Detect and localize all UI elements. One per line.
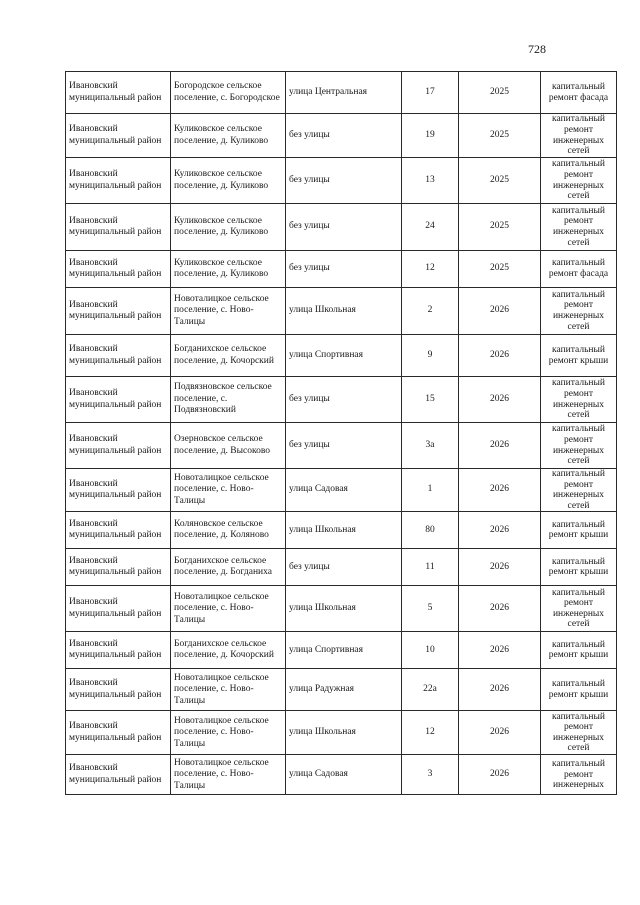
year-cell: 2026 [459,377,541,423]
house-number-cell: 12 [402,251,459,288]
settlement-cell: Богданихское сельское поселение, д. Кочорский [171,632,286,669]
table-row [66,711,617,755]
street-cell: без улицы [286,549,402,586]
work-type-cell: капитальный ремонт инженерных сетей [541,586,617,632]
street-cell: улица Садовая [286,469,402,512]
year-cell: 2026 [459,711,541,755]
house-number-cell: 19 [402,114,459,158]
table-row [66,549,617,586]
house-number-cell: 11 [402,549,459,586]
district-cell: Ивановский муниципальный район [66,512,171,549]
year-cell: 2026 [459,288,541,335]
house-number-cell: 10 [402,632,459,669]
street-cell: без улицы [286,423,402,469]
work-type-cell: капитальный ремонт инженерных сетей [541,469,617,512]
year-cell: 2025 [459,114,541,158]
street-cell: без улицы [286,204,402,251]
table-row [66,632,617,669]
district-cell: Ивановский муниципальный район [66,632,171,669]
street-cell: улица Центральная [286,72,402,114]
settlement-cell: Куликовское сельское поселение, д. Куликово [171,204,286,251]
house-number-cell: 24 [402,204,459,251]
work-type-cell: капитальный ремонт инженерных сетей [541,204,617,251]
district-cell: Ивановский муниципальный район [66,755,171,795]
work-type-cell: капитальный ремонт крыши [541,335,617,377]
house-number-cell: 22а [402,669,459,711]
work-type-cell: капитальный ремонт крыши [541,632,617,669]
settlement-cell: Куликовское сельское поселение, д. Куликово [171,114,286,158]
district-cell: Ивановский муниципальный район [66,158,171,204]
settlement-cell: Новоталицкое сельское поселение, с. Ново-Талицы [171,669,286,711]
table-row [66,586,617,632]
house-number-cell: 9 [402,335,459,377]
settlement-cell: Озерновское сельское поселение, д. Высоково [171,423,286,469]
house-number-cell: 12 [402,711,459,755]
street-cell: улица Садовая [286,755,402,795]
settlement-cell: Богданихское сельское поселение, д. Кочорский [171,335,286,377]
house-number-cell: 17 [402,72,459,114]
house-number-cell: 5 [402,586,459,632]
house-number-cell: 3 [402,755,459,795]
table-body [66,72,617,795]
table-row [66,755,617,795]
year-cell: 2026 [459,512,541,549]
district-cell: Ивановский муниципальный район [66,251,171,288]
street-cell: улица Школьная [286,586,402,632]
table-row [66,669,617,711]
district-cell: Ивановский муниципальный район [66,288,171,335]
district-cell: Ивановский муниципальный район [66,586,171,632]
table-row [66,251,617,288]
settlement-cell: Новоталицкое сельское поселение, с. Ново-Талицы [171,586,286,632]
district-cell: Ивановский муниципальный район [66,669,171,711]
district-cell: Ивановский муниципальный район [66,469,171,512]
table-row [66,512,617,549]
settlement-cell: Богданихское сельское поселение, д. Богданиха [171,549,286,586]
district-cell: Ивановский муниципальный район [66,377,171,423]
settlement-cell: Куликовское сельское поселение, д. Куликово [171,158,286,204]
table-row [66,335,617,377]
table-row [66,158,617,204]
work-type-cell: капитальный ремонт крыши [541,512,617,549]
house-number-cell: 13 [402,158,459,204]
district-cell: Ивановский муниципальный район [66,711,171,755]
work-type-cell: капитальный ремонт инженерных сетей [541,288,617,335]
work-type-cell: капитальный ремонт инженерных сетей [541,158,617,204]
district-cell: Ивановский муниципальный район [66,549,171,586]
street-cell: улица Спортивная [286,632,402,669]
year-cell: 2026 [459,586,541,632]
street-cell: без улицы [286,158,402,204]
district-cell: Ивановский муниципальный район [66,335,171,377]
year-cell: 2026 [459,755,541,795]
settlement-cell: Новоталицкое сельское поселение, с. Ново-Талицы [171,469,286,512]
street-cell: улица Школьная [286,288,402,335]
table-row [66,204,617,251]
street-cell: без улицы [286,114,402,158]
settlement-cell: Новоталицкое сельское поселение, с. Ново-Талицы [171,755,286,795]
table-row [66,423,617,469]
year-cell: 2026 [459,549,541,586]
street-cell: улица Спортивная [286,335,402,377]
street-cell: улица Школьная [286,512,402,549]
year-cell: 2025 [459,158,541,204]
work-type-cell: капитальный ремонт фасада [541,72,617,114]
district-cell: Ивановский муниципальный район [66,204,171,251]
district-cell: Ивановский муниципальный район [66,72,171,114]
settlement-cell: Новоталицкое сельское поселение, с. Ново-Талицы [171,288,286,335]
year-cell: 2026 [459,632,541,669]
work-type-cell: капитальный ремонт фасада [541,251,617,288]
settlement-cell: Богородское сельское поселение, с. Богородское [171,72,286,114]
house-number-cell: 2 [402,288,459,335]
street-cell: без улицы [286,251,402,288]
year-cell: 2025 [459,204,541,251]
settlement-cell: Подвязновское сельское поселение, с. Подвязновский [171,377,286,423]
repair-schedule-table [65,71,617,795]
table-row [66,377,617,423]
work-type-cell: капитальный ремонт инженерных сетей [541,114,617,158]
work-type-cell: капитальный ремонт крыши [541,669,617,711]
table-row [66,72,617,114]
year-cell: 2026 [459,423,541,469]
settlement-cell: Новоталицкое сельское поселение, с. Ново-Талицы [171,711,286,755]
district-cell: Ивановский муниципальный район [66,114,171,158]
table-row [66,469,617,512]
settlement-cell: Куликовское сельское поселение, д. Куликово [171,251,286,288]
year-cell: 2026 [459,669,541,711]
house-number-cell: 1 [402,469,459,512]
street-cell: улица Радужная [286,669,402,711]
page-number: 728 [528,42,546,56]
district-cell: Ивановский муниципальный район [66,423,171,469]
year-cell: 2026 [459,335,541,377]
house-number-cell: 15 [402,377,459,423]
year-cell: 2025 [459,72,541,114]
year-cell: 2025 [459,251,541,288]
work-type-cell: капитальный ремонт инженерных сетей [541,423,617,469]
work-type-cell: капитальный ремонт инженерных сетей [541,711,617,755]
work-type-cell: капитальный ремонт инженерных сетей [541,377,617,423]
street-cell: улица Школьная [286,711,402,755]
work-type-cell: капитальный ремонт инженерных [541,755,617,795]
house-number-cell: 3а [402,423,459,469]
table-row [66,114,617,158]
work-type-cell: капитальный ремонт крыши [541,549,617,586]
street-cell: без улицы [286,377,402,423]
table-row [66,288,617,335]
house-number-cell: 80 [402,512,459,549]
settlement-cell: Коляновское сельское поселение, д. Коляново [171,512,286,549]
year-cell: 2026 [459,469,541,512]
